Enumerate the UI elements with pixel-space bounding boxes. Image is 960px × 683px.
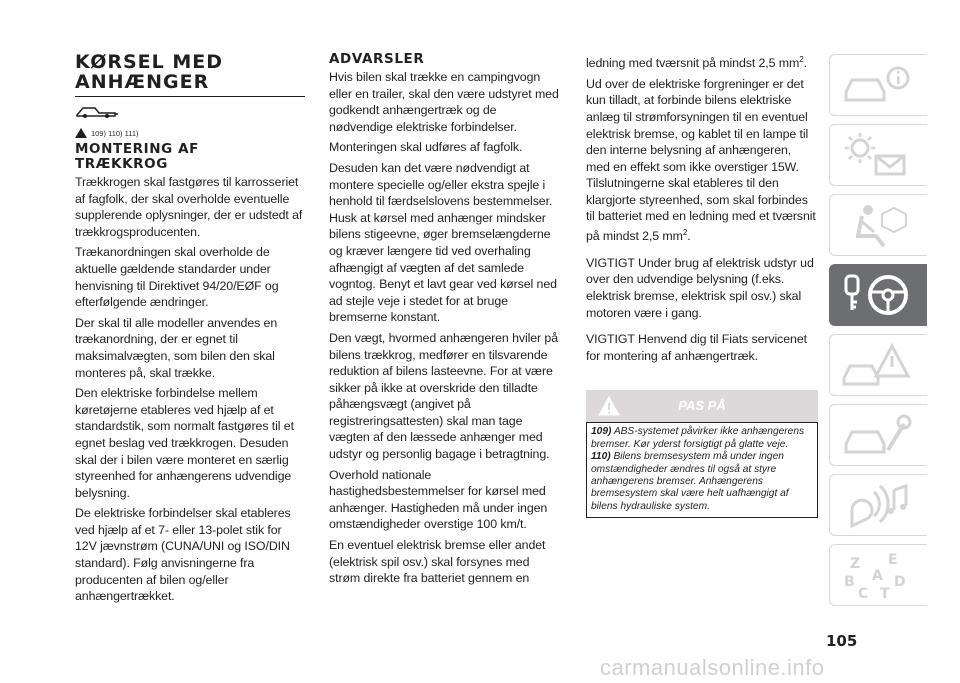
svg-text:B: B	[844, 574, 855, 590]
tab-starting-driving[interactable]	[829, 264, 927, 326]
paragraph: Trækkrogen skal fastgøres til karrosseriet af fagfolk, der skal overholde eventuelle supplerende oplysninger, der er udstedt af trækkrogsproducenten.	[75, 175, 303, 239]
warning-refs	[75, 128, 305, 138]
page-number: 105	[826, 632, 858, 650]
paragraph-end: .	[687, 229, 691, 244]
paragraph: Desuden kan det være nødvendigt at montere specielle og/eller ekstra spejle i henhold til færdselslovens bestemmelser. Husk at kørsel med anhænger mindsker bilens stigeevne, øger bremselængderne og kræver længere tid ved overhaling afhængigt af vægten af det samlede vogntog. Benyt et lavt gear ved kørsel ned ad stejle veje i stedet for at bruge bremserne konstant.	[329, 160, 557, 325]
caution-header	[586, 390, 818, 422]
caution-item	[591, 426, 813, 451]
caution-item-number: 110)	[591, 451, 611, 463]
tow-hitch-icon	[75, 103, 305, 124]
alphabet-index-icon	[838, 550, 918, 600]
caution-body	[586, 422, 818, 518]
chapter-tabs	[829, 54, 927, 614]
paragraph: En eventuel elektrisk bremse eller andet (elektrisk spil osv.) skal forsynes med strøm direkte fra batteriet gennem en	[329, 538, 546, 586]
multimedia-icon	[838, 480, 918, 530]
caution-title: PAS PÅ	[678, 398, 726, 414]
tab-car-info[interactable]	[829, 54, 927, 116]
paragraph: De elektriske forbindelser skal etableres ved hjælp af et 7- eller 13-polet stik for 12V jævnstrøm (CUNA/UNI og ISO/DIN standard). Følg anvisningerne fra producenten af bilen og/eller anhængertrækket.	[75, 506, 291, 604]
tab-emergency[interactable]	[829, 334, 927, 396]
tab-maintenance[interactable]	[829, 404, 927, 466]
paragraph: Trækanordningen skal overholde de aktuelle gældende standarder under henvisning til Direktivet 94/20/EØF og efterfølgende ændringer.	[75, 245, 279, 310]
caution-item-text: Bilens bremsesystem må under ingen omstændigheder ændres til også at styre anhængerens bremser. Anhængerens bremsesystem skal være helt uafhængigt af bilens hydrauliske system.	[591, 451, 789, 512]
title-line-2: ANHÆNGER	[75, 71, 210, 93]
paragraph: Hvis bilen skal trække en campingvogn eller en trailer, skal den være udstyret med godkendt anhængertræk og de nødvendige elektriske forbindelser.	[329, 70, 559, 134]
caution-item-number: 109)	[591, 426, 612, 438]
paragraph: Overhold nationale hastighedsbestemmelser for kørsel med anhænger. Hastigheden må under ingen omstændigheder overstige 100 km/t.	[329, 467, 548, 532]
left-column	[75, 52, 305, 609]
caution-item-text: ABS-systemet påvirker ikke anhængerens bremser. Kør yderst forsigtigt på glatte veje.	[591, 426, 805, 450]
watermark: carmanualsonline.info	[600, 655, 825, 680]
caution-box	[586, 390, 818, 518]
important-note: VIGTIGT Under brug af elektrisk udstyr ud over den udvendige belysning (f.eks. elektrisk bremse, elektrisk spil osv.) skal motoren være i gang.	[586, 255, 814, 320]
superscript: 2	[682, 228, 688, 238]
seat-safety-icon	[838, 200, 918, 250]
middle-column	[329, 52, 561, 591]
paragraph: Der skal til alle modeller anvendes en trækanordning, der er egnet til maksimalvægten, som bilen den skal monteres på, skal trække.	[75, 315, 278, 380]
paragraph	[586, 52, 818, 72]
paragraph-text: ledning med tværsnit på mindst 2,5 mm	[586, 56, 800, 71]
paragraph	[586, 76, 818, 245]
warning-ref-numbers: 109) 110) 111)	[91, 128, 139, 138]
paragraph-end: .	[803, 56, 807, 71]
paragraph: Den vægt, hvormed anhængeren hviler på bilens trækkrog, medfører en tilsvarende reduktion af bilens lasteevne. For at være sikker på ikke at overskride den tilladte påhængsvægt (angivet på registreringsattesten) skal man tage vægten af den læssede anhænger med udstyr og personlig bagage i betragtning.	[329, 330, 559, 462]
svg-text:C: C	[858, 586, 869, 600]
superscript: 2	[799, 55, 804, 64]
svg-text:T: T	[880, 586, 890, 600]
svg-text:E: E	[888, 552, 898, 568]
warning-triangle-icon	[75, 128, 87, 138]
svg-text:D: D	[894, 574, 906, 590]
warning-car-icon	[838, 340, 918, 390]
key-steering-wheel-icon	[838, 270, 918, 320]
caution-item	[591, 451, 813, 513]
section-heading-line-1: MONTERING AF	[75, 141, 200, 157]
car-info-icon	[838, 60, 918, 110]
tab-multimedia[interactable]	[829, 474, 927, 536]
paragraph: Den elektriske forbindelse mellem køretøjerne etableres ved hjælp af et standardstik, som normalt fastgøres til et egnet beslag ved trækkrogen. Desuden skal der i bilen være monteret en særlig styreenhed for anhængerens udvendige belysning.	[75, 386, 294, 500]
svg-text:Z: Z	[850, 556, 861, 572]
tab-safety[interactable]	[829, 194, 927, 256]
sun-mail-icon	[838, 130, 918, 180]
warnings-heading: ADVARSLER	[329, 51, 425, 67]
section-heading	[75, 142, 305, 172]
tab-lights-messages[interactable]	[829, 124, 927, 186]
paragraph: Monteringen skal udføres af fagfolk.	[329, 140, 523, 155]
title-line-1: KØRSEL MED	[75, 51, 224, 73]
page-title	[75, 52, 305, 92]
right-column	[586, 52, 818, 518]
paragraph-text: Ud over de elektriske forgreninger er det kun tilladt, at forbinde bilens elektriske anlæg til strømforsyningen til en eventuel elektrisk bremse, og kablet til en lampe til den interne belysning af anhængeren, med en effekt som ikke overstiger 15W. Tilslutningerne skal etableres til den klargjorte styreenhed, som skal forbindes til batteriet med en ledning med et tværsnit på mindst 2,5 mm	[586, 76, 816, 244]
wrench-car-icon	[838, 410, 918, 460]
section-heading-line-2: TRÆKKROG	[75, 156, 168, 172]
tab-index[interactable]	[829, 544, 927, 606]
svg-text:A: A	[872, 568, 883, 584]
important-note: VIGTIGT Henvend dig til Fiats servicenet for montering af anhængertræk.	[586, 332, 807, 363]
title-rule	[75, 96, 305, 97]
